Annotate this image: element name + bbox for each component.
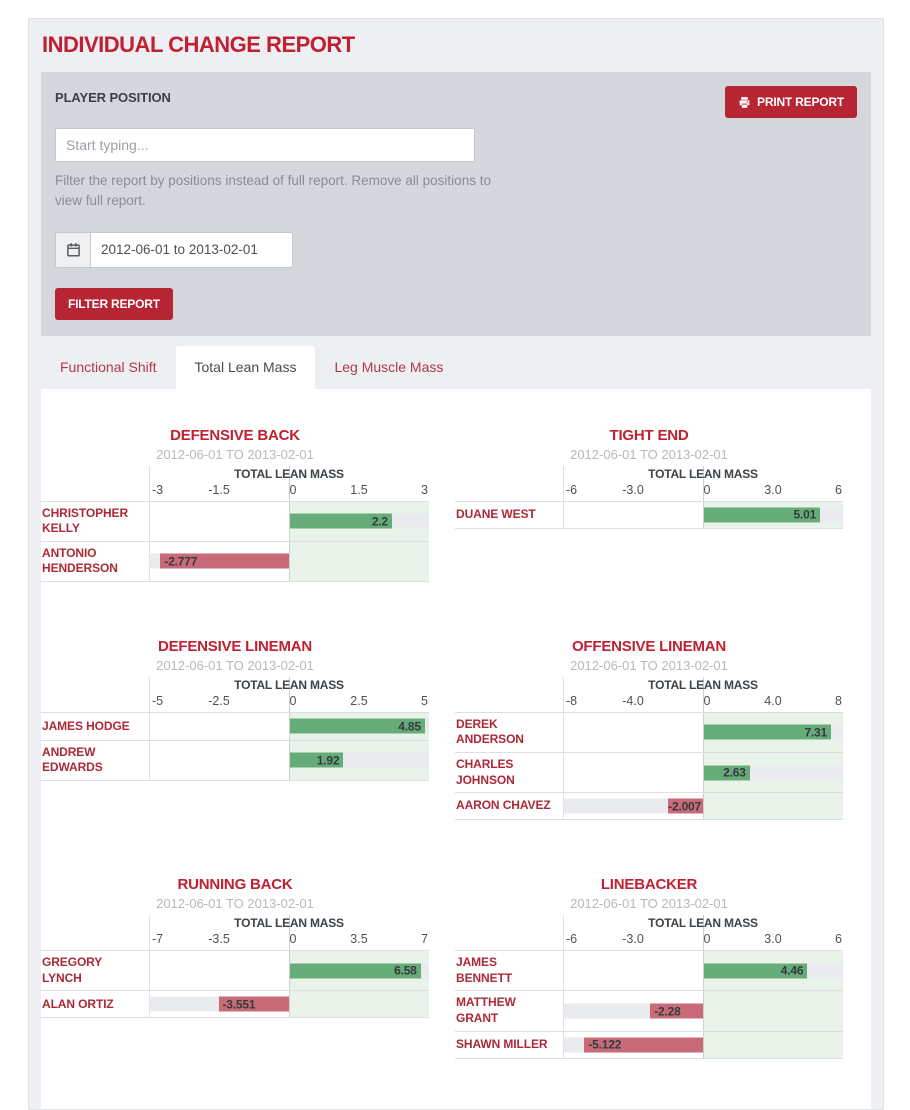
name-column-spacer bbox=[41, 915, 149, 932]
axis-tick: -6 bbox=[566, 482, 578, 497]
tab-functional-shift[interactable]: Functional Shift bbox=[60, 358, 157, 375]
positive-half bbox=[289, 542, 429, 581]
axis-tick: 7 bbox=[421, 932, 428, 947]
bar-cell bbox=[563, 1032, 843, 1058]
chart-subtitle: 2012-06-01 TO 2013-02-01 bbox=[156, 896, 314, 912]
bar-value-label: 4.85 bbox=[398, 719, 421, 734]
bar-value-label: 2.63 bbox=[723, 765, 746, 780]
negative-half bbox=[563, 793, 703, 819]
axis-tick: -2.5 bbox=[208, 693, 230, 708]
axis-tick: 0 bbox=[289, 693, 297, 708]
positive-half bbox=[289, 951, 429, 990]
name-column-spacer bbox=[455, 483, 563, 501]
bar-cell bbox=[563, 951, 843, 990]
player-row bbox=[455, 990, 843, 1030]
value-bar bbox=[704, 725, 831, 740]
page-title: INDIVIDUAL CHANGE REPORT bbox=[42, 32, 355, 57]
axis-tick: 6 bbox=[835, 482, 842, 497]
chart-subtitle: 2012-06-01 TO 2013-02-01 bbox=[156, 657, 314, 673]
player-name: DUANE WEST bbox=[456, 506, 536, 521]
axis-tick: 0 bbox=[289, 932, 297, 947]
axis-title: TOTAL LEAN MASS bbox=[234, 916, 344, 931]
negative-half bbox=[563, 713, 703, 752]
player-name: SHAWN MILLER bbox=[456, 1036, 548, 1051]
positive-half bbox=[703, 502, 843, 528]
negative-half bbox=[149, 713, 289, 740]
axis-tick: 3.0 bbox=[764, 932, 782, 947]
positive-half bbox=[289, 741, 429, 780]
axis-tick: 0 bbox=[703, 693, 711, 708]
player-row bbox=[455, 950, 843, 990]
negative-half bbox=[563, 991, 703, 1030]
player-name: DEREK ANDERSON bbox=[456, 716, 524, 747]
axis-ticks-cell bbox=[149, 932, 429, 950]
player-name: JAMES HODGE bbox=[42, 718, 130, 733]
axis-label-row bbox=[455, 466, 843, 483]
filter-helper-text: Filter the report by positions instead of full report. Remove all positions to view full report. bbox=[55, 173, 491, 209]
bar-value-label: 6.58 bbox=[394, 963, 417, 978]
bar-cell bbox=[149, 951, 429, 990]
axis-ticks-row bbox=[41, 694, 429, 712]
axis-label-cell bbox=[149, 677, 429, 694]
bar-value-label: 7.31 bbox=[804, 725, 827, 740]
player-name: ANDREW EDWARDS bbox=[42, 744, 103, 775]
player-name: ANTONIO HENDERSON bbox=[42, 545, 118, 576]
player-row bbox=[455, 1031, 843, 1059]
bar-value-label: 4.46 bbox=[780, 963, 804, 978]
date-range-group bbox=[55, 232, 857, 268]
axis-tick: 5 bbox=[421, 693, 428, 708]
bar-value-label: -2.777 bbox=[164, 554, 198, 569]
axis-ticks-row bbox=[41, 483, 429, 501]
value-bar bbox=[704, 765, 750, 780]
name-column-spacer bbox=[41, 694, 149, 712]
chart-title: TIGHT END bbox=[609, 426, 689, 444]
axis-tick: 3.0 bbox=[764, 482, 782, 497]
value-bar bbox=[290, 963, 421, 978]
axis-label-row bbox=[41, 466, 429, 483]
axis-ticks-row bbox=[455, 932, 843, 950]
bar-cell bbox=[563, 502, 843, 528]
value-bar bbox=[650, 1004, 703, 1019]
axis-title: TOTAL LEAN MASS bbox=[234, 466, 344, 481]
bar-cell bbox=[149, 713, 429, 740]
value-bar bbox=[290, 514, 392, 529]
axis-label-row bbox=[41, 677, 429, 694]
axis-tick: 0 bbox=[703, 482, 711, 497]
name-column-spacer bbox=[41, 466, 149, 483]
axis-tick: 6 bbox=[835, 932, 842, 947]
name-column-spacer bbox=[455, 677, 563, 694]
name-column-spacer bbox=[455, 466, 563, 483]
chart-title: DEFENSIVE BACK bbox=[170, 426, 300, 444]
bar-cell bbox=[563, 713, 843, 752]
chart-subtitle: 2012-06-01 TO 2013-02-01 bbox=[570, 657, 728, 673]
name-column-spacer bbox=[455, 932, 563, 950]
axis-tick: 3.5 bbox=[350, 932, 368, 947]
bar-value-label: -2.007 bbox=[668, 799, 701, 814]
date-range-input[interactable] bbox=[91, 232, 293, 268]
player-name: CHARLES JOHNSON bbox=[456, 757, 515, 787]
bar-cell bbox=[563, 793, 843, 819]
chart-title: LINEBACKER bbox=[600, 876, 698, 894]
axis-tick: 2.5 bbox=[350, 693, 368, 708]
positive-half bbox=[703, 713, 843, 752]
axis-tick: -7 bbox=[152, 932, 164, 947]
axis-ticks-row bbox=[41, 932, 429, 950]
player-row bbox=[455, 752, 843, 792]
chart-title: OFFENSIVE LINEMAN bbox=[571, 637, 727, 655]
negative-half bbox=[563, 1032, 703, 1058]
negative-half bbox=[149, 951, 289, 990]
position-search-input[interactable] bbox=[55, 128, 475, 162]
name-column-spacer bbox=[41, 677, 149, 694]
chart-subtitle: 2012-06-01 TO 2013-02-01 bbox=[156, 446, 314, 462]
negative-half bbox=[149, 502, 289, 541]
position-chart-defensive-lineman bbox=[41, 638, 429, 781]
name-column-spacer bbox=[455, 915, 563, 932]
player-name: GREGORY LYNCH bbox=[42, 955, 102, 985]
calendar-icon bbox=[55, 232, 91, 268]
bar-value-label: 1.92 bbox=[316, 753, 340, 768]
player-name: AARON CHAVEZ bbox=[456, 798, 551, 813]
value-bar bbox=[290, 753, 343, 768]
player-name: CHRISTOPHER KELLY bbox=[42, 505, 129, 536]
axis-ticks-cell bbox=[149, 483, 429, 501]
chart-subtitle: 2012-06-01 TO 2013-02-01 bbox=[570, 896, 728, 912]
player-row bbox=[455, 501, 843, 529]
axis-tick: -3.0 bbox=[622, 482, 644, 497]
bar-cell bbox=[149, 741, 429, 780]
axis-ticks-cell bbox=[563, 694, 843, 712]
player-row bbox=[41, 541, 429, 582]
axis-label-row bbox=[41, 915, 429, 932]
position-chart-offensive-lineman bbox=[455, 638, 843, 820]
axis-label-cell bbox=[563, 466, 843, 483]
player-row bbox=[41, 712, 429, 740]
position-chart-linebacker bbox=[455, 876, 843, 1058]
axis-title: TOTAL LEAN MASS bbox=[234, 677, 344, 692]
axis-label-cell bbox=[563, 915, 843, 932]
negative-half bbox=[149, 991, 289, 1017]
axis-title: TOTAL LEAN MASS bbox=[648, 916, 758, 931]
axis-tick: 0 bbox=[289, 482, 297, 497]
axis-label-cell bbox=[149, 915, 429, 932]
tab-leg-muscle-mass[interactable]: Leg Muscle Mass bbox=[334, 358, 444, 375]
report-card bbox=[28, 18, 884, 1110]
bar-value-label: -5.122 bbox=[588, 1037, 622, 1052]
value-bar bbox=[704, 963, 807, 978]
negative-half bbox=[149, 542, 289, 581]
player-row bbox=[455, 712, 843, 752]
bar-value-label: 5.01 bbox=[793, 507, 817, 522]
player-row bbox=[41, 501, 429, 541]
axis-tick: -3.5 bbox=[208, 932, 230, 947]
axis-title: TOTAL LEAN MASS bbox=[648, 466, 758, 481]
chart-subtitle: 2012-06-01 TO 2013-02-01 bbox=[570, 446, 728, 462]
value-bar bbox=[290, 719, 425, 734]
bar-cell bbox=[563, 753, 843, 792]
bar-cell bbox=[149, 991, 429, 1017]
value-bar bbox=[219, 997, 290, 1012]
negative-half bbox=[563, 502, 703, 528]
player-row bbox=[41, 990, 429, 1018]
axis-label-row bbox=[455, 915, 843, 932]
axis-tick: -4.0 bbox=[622, 693, 644, 708]
tab-total-lean-mass[interactable]: Total Lean Mass bbox=[176, 346, 316, 389]
position-chart-tight-end bbox=[455, 427, 843, 529]
tab-bar bbox=[41, 346, 871, 389]
axis-tick: -5 bbox=[152, 693, 164, 708]
position-chart-running-back bbox=[41, 876, 429, 1018]
filter-panel bbox=[41, 72, 871, 336]
axis-ticks-row bbox=[455, 694, 843, 712]
print-report-label: PRINT REPORT bbox=[757, 95, 844, 109]
name-column-spacer bbox=[41, 932, 149, 950]
player-row bbox=[41, 740, 429, 781]
axis-ticks-cell bbox=[563, 932, 843, 950]
chart-title: RUNNING BACK bbox=[177, 876, 293, 894]
player-name: JAMES BENNETT bbox=[456, 955, 512, 985]
player-position-label: PLAYER POSITION bbox=[55, 90, 171, 105]
print-report-button[interactable] bbox=[725, 86, 857, 118]
printer-icon bbox=[738, 96, 751, 109]
tab-content bbox=[41, 389, 871, 1109]
positive-half bbox=[703, 1032, 843, 1058]
positive-half bbox=[703, 951, 843, 990]
chart-title: DEFENSIVE LINEMAN bbox=[157, 637, 313, 655]
bar-cell bbox=[563, 991, 843, 1030]
positive-half bbox=[703, 991, 843, 1030]
player-row bbox=[41, 950, 429, 990]
value-bar bbox=[704, 507, 820, 522]
axis-tick: -1.5 bbox=[208, 482, 230, 497]
axis-tick: -6 bbox=[566, 932, 578, 947]
bar-value-label: -2.28 bbox=[654, 1004, 681, 1019]
negative-half bbox=[149, 741, 289, 780]
filter-report-button[interactable]: FILTER REPORT bbox=[55, 288, 173, 320]
positive-half bbox=[703, 753, 843, 792]
positive-half bbox=[289, 713, 429, 740]
value-bar bbox=[160, 554, 289, 569]
axis-label-row bbox=[455, 677, 843, 694]
name-column-spacer bbox=[41, 483, 149, 501]
axis-tick: -3.0 bbox=[622, 932, 644, 947]
axis-label-cell bbox=[149, 466, 429, 483]
positive-half bbox=[289, 991, 429, 1017]
charts-grid bbox=[41, 427, 843, 1059]
position-chart-defensive-back bbox=[41, 427, 429, 582]
axis-tick: 3 bbox=[421, 482, 428, 497]
axis-ticks-cell bbox=[149, 694, 429, 712]
bar-cell bbox=[149, 502, 429, 541]
positive-half bbox=[289, 502, 429, 541]
player-name: ALAN ORTIZ bbox=[42, 996, 114, 1011]
player-row bbox=[455, 792, 843, 820]
axis-ticks-cell bbox=[563, 483, 843, 501]
bar-cell bbox=[149, 542, 429, 581]
player-name: MATTHEW GRANT bbox=[456, 995, 516, 1026]
axis-tick: -3 bbox=[152, 482, 164, 497]
axis-tick: 1.5 bbox=[350, 482, 368, 497]
positive-half bbox=[703, 793, 843, 819]
axis-tick: 4.0 bbox=[764, 693, 782, 708]
value-bar bbox=[584, 1037, 703, 1052]
axis-tick: 0 bbox=[703, 932, 711, 947]
axis-label-cell bbox=[563, 677, 843, 694]
bar-value-label: 2.2 bbox=[371, 514, 388, 529]
name-column-spacer bbox=[455, 694, 563, 712]
axis-tick: -8 bbox=[566, 693, 578, 708]
axis-tick: 8 bbox=[835, 693, 842, 708]
negative-half bbox=[563, 951, 703, 990]
axis-ticks-row bbox=[455, 483, 843, 501]
bar-value-label: -3.551 bbox=[222, 997, 256, 1012]
axis-title: TOTAL LEAN MASS bbox=[648, 677, 758, 692]
value-bar bbox=[668, 799, 703, 814]
negative-half bbox=[563, 753, 703, 792]
